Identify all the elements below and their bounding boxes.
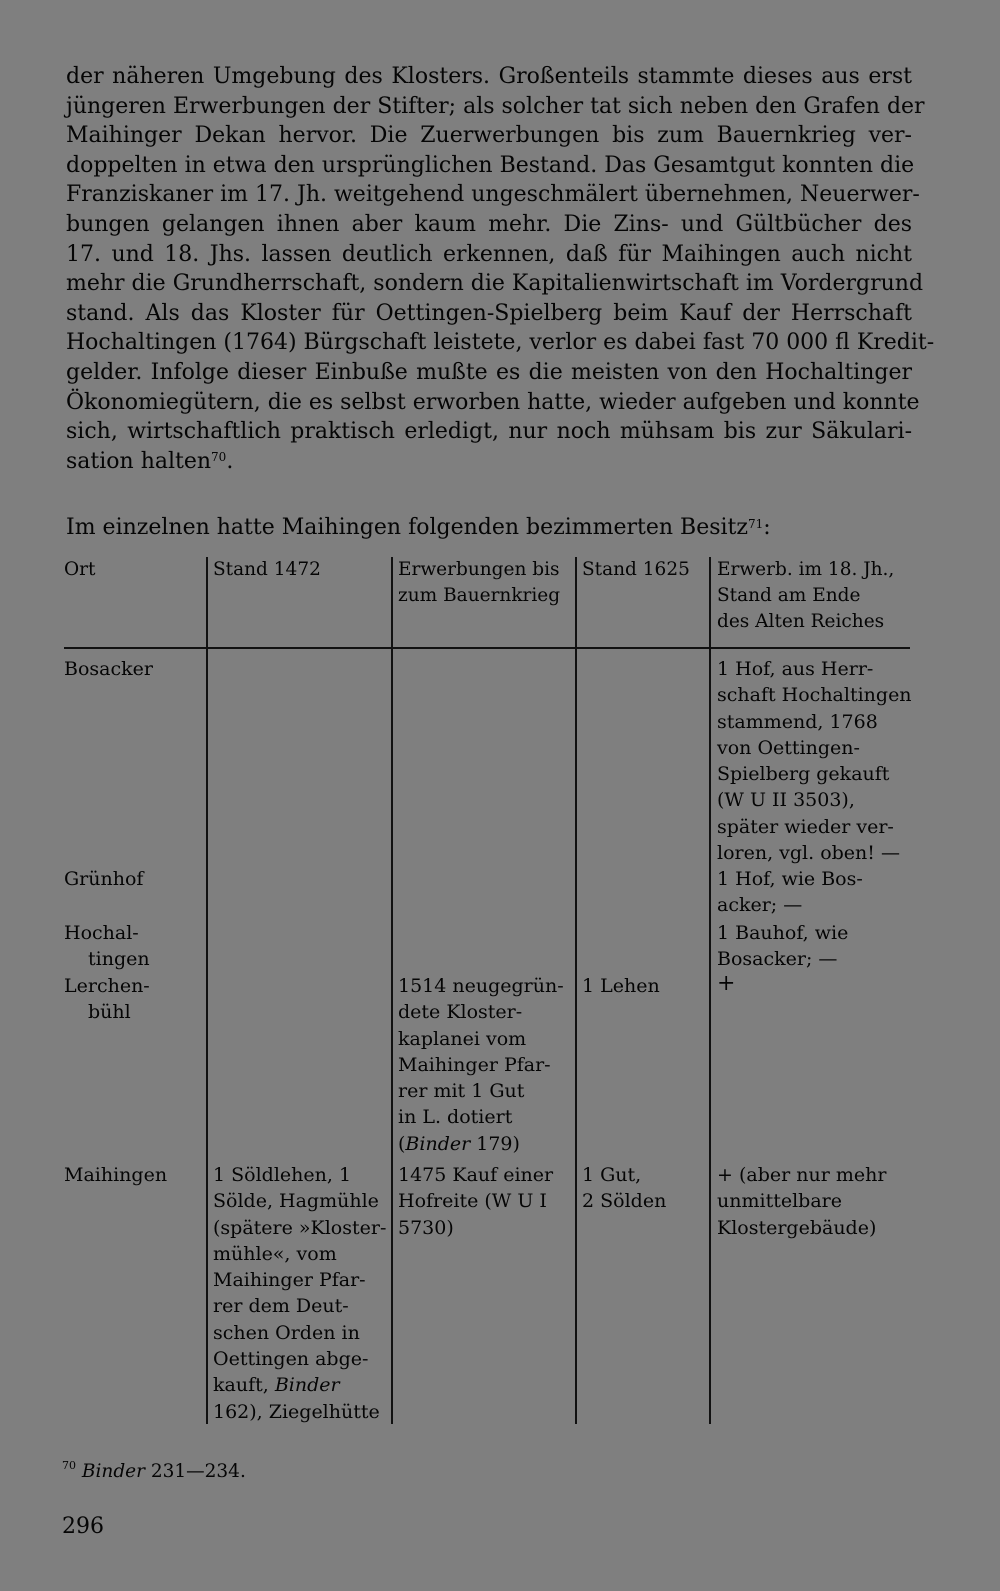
table-column-divider — [709, 649, 711, 1424]
citation-open: ( — [398, 1132, 406, 1155]
cell-stand1472-maihingen — [213, 1162, 386, 1425]
header-text: Erwerb. im 18. Jh., — [717, 559, 895, 580]
paragraph-line: sich, wirtschaftlich praktisch erledigt, nur noch mühsam bis zur Säkulari- — [66, 419, 912, 445]
cell-text: Lerchen- — [64, 975, 150, 997]
cell-text: 1 Hof, wie Bos- — [717, 868, 863, 890]
cell-erwerbungen-lerchenbuehl — [398, 973, 564, 1157]
table-column-divider — [575, 557, 577, 647]
header-text: Ort — [64, 559, 96, 580]
cell-erwerb-bosacker — [717, 656, 912, 866]
cell-text: 1 Hof, aus Herr- — [717, 658, 874, 680]
cell-text-citation — [398, 1131, 564, 1157]
cell-text: 5730) — [398, 1216, 454, 1239]
cell-text: Maihinger Pfar- — [213, 1269, 366, 1292]
cell-text: später wieder ver- — [717, 815, 894, 838]
table-column-divider — [206, 557, 208, 647]
header-text: des Alten Reiches — [717, 611, 885, 632]
cell-ort-maihingen — [64, 1162, 167, 1188]
cell-text: unmittelbare — [717, 1190, 842, 1213]
cell-text: 1 Bauhof, wie — [717, 922, 849, 944]
cell-text: 1475 Kauf einer — [398, 1164, 554, 1186]
table-header-erwerbungen — [398, 557, 560, 609]
footnote-reference: 70 — [211, 449, 227, 464]
table-column-divider — [575, 649, 577, 1424]
cell-text: 162), Ziegelhütte — [213, 1400, 380, 1423]
table-column-divider — [391, 649, 393, 1424]
cell-text: 1 Gut, — [582, 1164, 642, 1186]
table-header-stand-1625 — [582, 557, 690, 583]
cell-text: Klostergebäude) — [717, 1216, 877, 1239]
table-header-erwerb-18jh — [717, 557, 894, 635]
paragraph-line-last: sation halten$^{70}$. — [66, 448, 234, 474]
cell-text: stammend, 1768 — [717, 710, 878, 733]
cell-ort-lerchenbuehl — [64, 973, 150, 1026]
header-text: zum Bauernkrieg — [398, 585, 561, 606]
cell-text: rer dem Deut- — [213, 1295, 349, 1318]
header-text: Erwerbungen bis — [398, 559, 560, 580]
paragraph-line: bungen gelangen ihnen aber kaum mehr. Die Zins- und Gültbücher des — [66, 211, 912, 237]
cell-text: Bosacker; — — [717, 948, 838, 971]
table-intro-suffix: : — [763, 515, 771, 540]
cell-erwerbungen-maihingen — [398, 1162, 553, 1241]
cell-text: Hofreite (W U I — [398, 1190, 547, 1213]
table-header-ort — [64, 557, 95, 583]
paragraph-line: der näheren Umgebung des Klosters. Großenteils stammte dieses aus erst — [66, 64, 912, 89]
cell-erwerb-gruenhof — [717, 866, 863, 919]
cell-text: Oettingen abge- — [213, 1348, 369, 1371]
paragraph-line: Maihinger Dekan hervor. Die Zuerwerbungen bis zum Bauernkrieg ver- — [66, 123, 912, 149]
footnote-reference: 71 — [747, 517, 764, 531]
paragraph-line: Franziskaner im 17. Jh. weitgehend ungeschmälert übernehmen, Neuerwer- — [66, 182, 920, 208]
cell-text: Spielberg gekauft — [717, 763, 890, 786]
header-text: Stand am Ende — [717, 585, 861, 606]
cell-text: (W U II 3503), — [717, 789, 855, 812]
cell-text: bühl — [88, 1001, 131, 1024]
cell-text: tingen — [88, 948, 150, 971]
cell-text: Grünhof — [64, 868, 144, 890]
cell-text: loren, vgl. oben! — — [717, 842, 900, 865]
cell-text: schen Orden in — [213, 1321, 360, 1344]
cell-text: + — [717, 971, 736, 996]
footnote-author: Binder — [81, 1461, 145, 1482]
table-intro-text: Im einzelnen hatte Maihingen folgenden bezimmerten Besitz — [66, 515, 748, 540]
citation-author: Binder — [274, 1374, 340, 1397]
cell-text: (spätere »Kloster- — [213, 1216, 387, 1239]
cell-text: mühle«, vom — [213, 1242, 337, 1265]
header-text: Stand 1472 — [213, 559, 321, 580]
table-intro — [66, 513, 771, 543]
table-header-stand-1472 — [213, 557, 321, 583]
cell-text: acker; — — [717, 894, 803, 917]
citation-author: Binder — [405, 1132, 471, 1155]
cell-text: Maihingen — [64, 1164, 168, 1186]
cell-text: Bosacker — [64, 658, 153, 680]
cell-text: 1514 neugegrün- — [398, 975, 564, 997]
header-text: Stand 1625 — [582, 559, 690, 580]
paragraph-line: Ökonomiegütern, die es selbst erworben hatte, wieder aufgeben und konnte — [66, 389, 920, 415]
cell-text: kauft, — [213, 1374, 275, 1397]
table-column-divider — [709, 557, 711, 647]
citation-pages: 179) — [470, 1132, 520, 1155]
paragraph-line: mehr die Grundherrschaft, sondern die Kapitalienwirtschaft im Vordergrund — [66, 271, 924, 297]
cell-text: von Oettingen- — [717, 736, 860, 759]
cell-text: Maihinger Pfar- — [398, 1053, 551, 1076]
cell-erwerb-hochaltingen — [717, 920, 848, 973]
cell-erwerb-lerchenbuehl — [717, 971, 735, 997]
cell-text: 1 Söldlehen, 1 — [213, 1164, 352, 1186]
cell-text: 1 Lehen — [582, 975, 660, 997]
cell-stand1625-lerchenbuehl — [582, 973, 660, 999]
paragraph-line-text: sation halten — [66, 448, 212, 474]
cell-text: rer mit 1 Gut — [398, 1080, 525, 1103]
body-paragraph — [66, 62, 935, 476]
footnote — [62, 1459, 246, 1485]
paragraph-line: 17. und 18. Jhs. lassen deutlich erkennen, daß für Maihingen auch nicht — [66, 241, 912, 267]
table-column-divider — [391, 557, 393, 647]
paragraph-line: Hochaltingen (1764) Bürgschaft leistete, verlor es dabei fast 70 000 fl Kredit- — [66, 330, 935, 356]
cell-text: schaft Hochaltingen — [717, 684, 912, 707]
cell-text: + (aber nur mehr — [717, 1164, 887, 1186]
cell-text: 2 Sölden — [582, 1190, 667, 1213]
cell-erwerb-maihingen — [717, 1162, 886, 1241]
cell-stand1625-maihingen — [582, 1162, 666, 1215]
cell-text-citation — [213, 1372, 386, 1398]
table-column-divider — [206, 649, 208, 1424]
paragraph-line: gelder. Infolge dieser Einbuße mußte es die meisten von den Hochaltinger — [66, 359, 912, 385]
cell-text: kaplanei vom — [398, 1027, 527, 1050]
paragraph-line: doppelten in etwa den ursprünglichen Bestand. Das Gesamtgut konnten die — [66, 152, 915, 178]
paragraph-line: jüngeren Erwerbungen der Stifter; als solcher tat sich neben den Grafen der — [66, 93, 925, 119]
cell-text: dete Kloster- — [398, 1001, 523, 1024]
cell-text: Sölde, Hagmühle — [213, 1190, 379, 1213]
footnote-number: 70 — [62, 1459, 76, 1472]
footnote-pages: 231—234. — [144, 1461, 246, 1482]
table-header-rule — [64, 647, 910, 649]
cell-ort-bosacker — [64, 656, 153, 682]
paragraph-line: stand. Als das Kloster für Oettingen-Spielberg beim Kauf der Herrschaft — [66, 300, 912, 326]
page-number: 296 — [62, 1514, 104, 1539]
cell-text: Hochal- — [64, 922, 139, 944]
cell-text: in L. dotiert — [398, 1106, 513, 1129]
cell-ort-gruenhof — [64, 866, 143, 892]
cell-ort-hochaltingen — [64, 920, 150, 973]
